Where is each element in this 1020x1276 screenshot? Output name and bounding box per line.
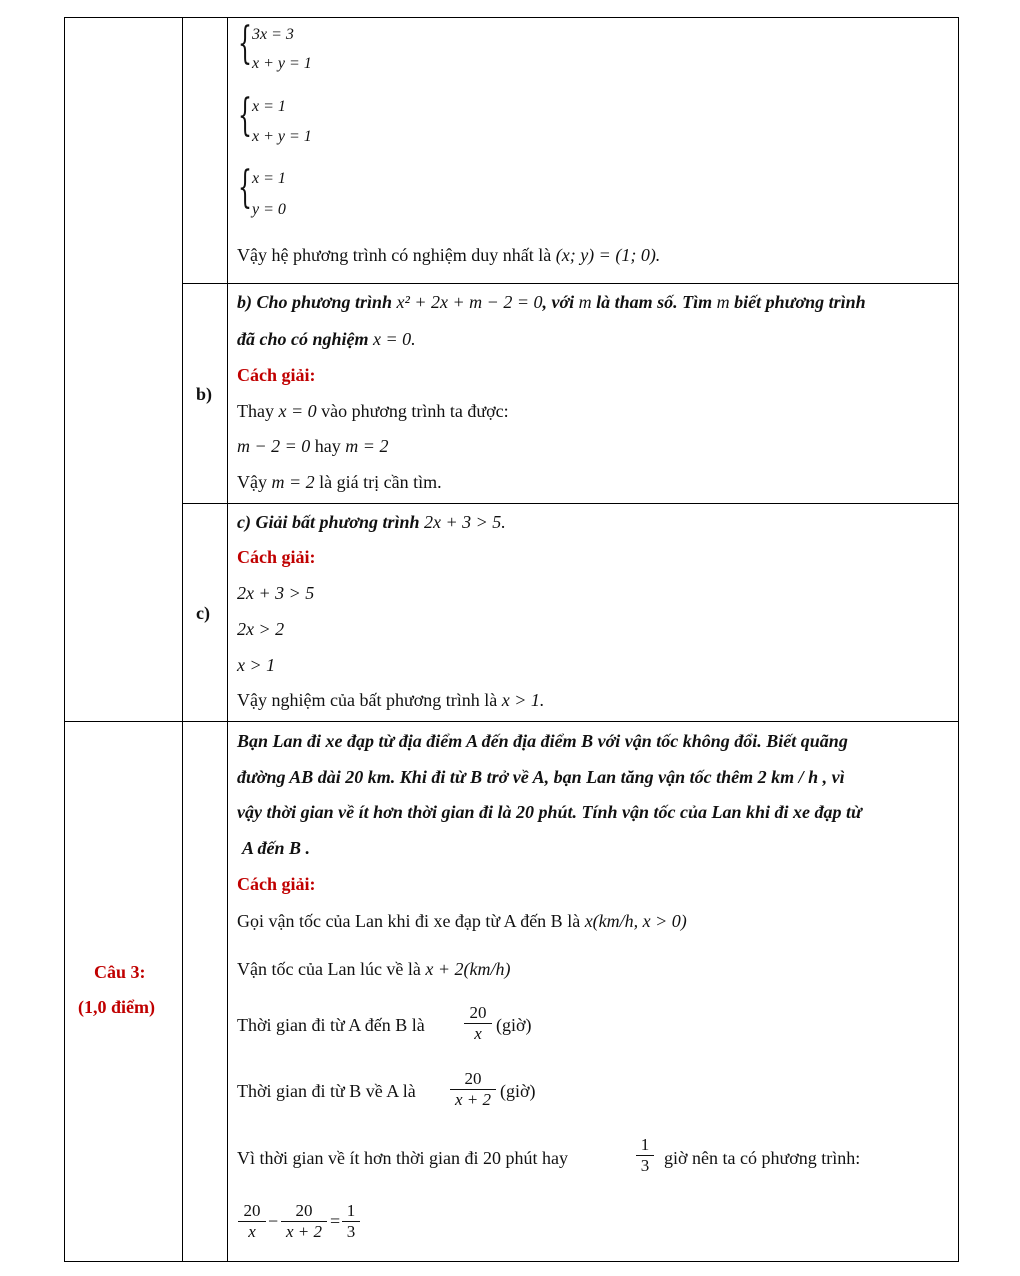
system-line: x + y = 1 <box>252 55 312 72</box>
system-line: 3x = 3 <box>252 26 294 43</box>
q3-method-heading: Cách giải: <box>237 874 316 894</box>
part-c-prompt: c) Giải bất phương trình 2x + 3 > 5. <box>237 512 506 532</box>
q3-problem-line-1: Bạn Lan đi xe đạp từ địa điểm A đến địa điểm B với vận tốc không đổi. Biết quãng <box>237 731 848 751</box>
table-right-border <box>958 17 959 1262</box>
fraction-time-ab: $\frac{20}{x}$ <box>464 1003 492 1044</box>
q3-step-velocity: Gọi vận tốc của Lan khi đi xe đạp từ A đến B là x(km/h, x > 0) <box>237 911 687 931</box>
question-3-points: (1,0 điểm) <box>78 997 155 1017</box>
q3-step-time-ba: Thời gian đi từ B về A là <box>237 1081 416 1101</box>
table-left-border <box>64 17 65 1262</box>
fraction-eq-1: $\frac{20}{x}$ <box>238 1201 266 1242</box>
fraction-one-third: $\frac{1}{3}$ <box>636 1135 654 1176</box>
system-brace: { <box>238 18 252 69</box>
col-divider-2 <box>227 17 228 1262</box>
row-divider-bc <box>182 503 959 504</box>
part-c-step-1: 2x + 3 > 5 <box>237 583 315 603</box>
part-c-conclusion: Vậy nghiệm của bất phương trình là x > 1. <box>237 690 545 710</box>
table-top-border <box>64 17 959 18</box>
part-b-step-2: m − 2 = 0 hay m = 2 <box>237 436 389 456</box>
part-b-step-1: Thay x = 0 vào phương trình ta được: <box>237 401 509 421</box>
part-c-label: c) <box>196 603 210 623</box>
system-brace: { <box>238 90 252 141</box>
system-brace: { <box>238 162 252 213</box>
part-c-step-2: 2x > 2 <box>237 619 285 639</box>
system-line: x + y = 1 <box>252 128 312 145</box>
fraction-eq-2: $\frac{20}{x + 2}$ <box>281 1201 327 1242</box>
q3-reasoning-tail: giờ nên ta có phương trình: <box>664 1148 861 1168</box>
system-line: x = 1 <box>252 98 286 115</box>
system-line: y = 0 <box>252 201 286 218</box>
question-3-label: Câu 3: <box>94 962 146 982</box>
time-unit: (giờ) <box>500 1081 536 1101</box>
q3-problem-line-3: vậy thời gian về ít hơn thời gian đi là 20 phút. Tính vận tốc của Lan khi đi xe đạp từ <box>237 802 862 822</box>
part-b-prompt-line2: đã cho có nghiệm x = 0. <box>237 329 416 349</box>
row-divider-ab <box>182 283 959 284</box>
minus-sign: − <box>268 1211 279 1231</box>
system-line: x = 1 <box>252 170 286 187</box>
part-b-prompt: b) Cho phương trình x² + 2x + m − 2 = 0, với m là tham số. Tìm m biết phương trình <box>237 292 866 312</box>
part-c-method-heading: Cách giải: <box>237 547 316 567</box>
part-a-conclusion: Vậy hệ phương trình có nghiệm duy nhất là (x; y) = (1; 0). <box>237 245 661 265</box>
q3-problem-line-2: đường AB dài 20 km. Khi đi từ B trở về A, bạn Lan tăng vận tốc thêm 2 km / h , vì <box>237 767 845 787</box>
fraction-eq-3: $\frac{1}{3}$ <box>342 1201 360 1242</box>
part-b-label: b) <box>196 384 213 404</box>
col-divider-1 <box>182 17 183 1262</box>
equals-sign: = <box>330 1211 341 1231</box>
time-unit: (giờ) <box>496 1015 532 1035</box>
part-c-step-3: x > 1 <box>237 655 276 675</box>
row-divider-q3 <box>64 721 959 722</box>
part-b-method-heading: Cách giải: <box>237 365 316 385</box>
q3-step-time-ab: Thời gian đi từ A đến B là <box>237 1015 425 1035</box>
q3-step-reasoning: Vì thời gian về ít hơn thời gian đi 20 phút hay <box>237 1148 569 1168</box>
table-bottom-border <box>64 1261 959 1262</box>
part-b-step-3: Vậy m = 2 là giá trị cần tìm. <box>237 472 442 492</box>
fraction-time-ba: $\frac{20}{x + 2}$ <box>450 1069 496 1110</box>
q3-step-return-velocity: Vận tốc của Lan lúc về là x + 2(km/h) <box>237 959 511 979</box>
q3-problem-line-4: A đến B . <box>242 838 311 858</box>
